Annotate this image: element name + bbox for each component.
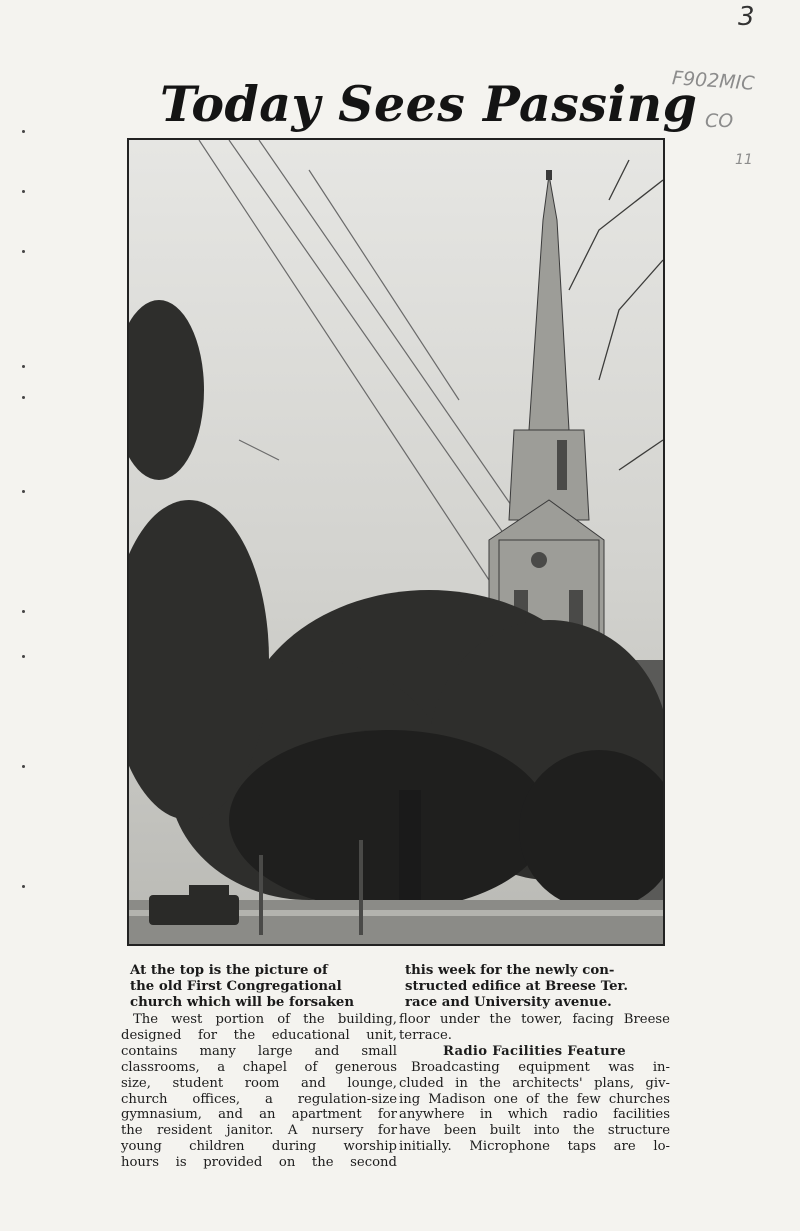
- caption-line: race and University avenue.: [405, 995, 612, 1010]
- binder-hole-mark: [22, 250, 25, 253]
- margin-note: 11: [735, 152, 753, 168]
- body-line: terrace.: [399, 1027, 452, 1043]
- church-photo: [127, 138, 665, 946]
- body-line: have been built into the structure: [399, 1123, 670, 1139]
- caption-line: structed edifice at Breese Ter.: [405, 979, 628, 994]
- body-line: cluded in the architects' plans, giv-: [399, 1075, 670, 1091]
- binder-hole-mark: [22, 130, 25, 133]
- binder-hole-mark: [22, 190, 25, 193]
- body-line: hours is provided on the second: [121, 1155, 397, 1171]
- body-line: The west portion of the building,: [133, 1012, 397, 1027]
- body-line: young children during worship: [121, 1139, 397, 1155]
- body-line: gymnasium, and an apartment for: [121, 1107, 397, 1123]
- binder-hole-mark: [22, 490, 25, 493]
- caption-line: At the top is the picture of: [130, 963, 328, 978]
- photo-caption-right: [405, 963, 650, 1011]
- body-line: contains many large and small: [121, 1043, 397, 1059]
- subheading: Radio Facilities Feature: [443, 1043, 626, 1059]
- binder-hole-mark: [22, 365, 25, 368]
- article-column-right: [399, 1012, 670, 1155]
- margin-note: CO: [705, 110, 734, 132]
- church-steeple-illustration: [129, 140, 663, 944]
- caption-line: this week for the newly con-: [405, 963, 615, 978]
- headline: Today Sees Passing: [160, 75, 698, 133]
- body-line: church offices, a regulation-size: [121, 1091, 397, 1107]
- margin-note: F902MIC: [671, 67, 756, 95]
- binder-hole-mark: [22, 765, 25, 768]
- body-line: classrooms, a chapel of generous: [121, 1059, 397, 1075]
- body-line: the resident janitor. A nursery for: [121, 1123, 397, 1139]
- article-column-left: [121, 1012, 397, 1171]
- caption-line: church which will be forsaken: [130, 995, 355, 1010]
- page-number: 3: [738, 2, 755, 32]
- body-line: anywhere in which radio facilities: [399, 1107, 670, 1123]
- body-line: size, student room and lounge,: [121, 1075, 397, 1091]
- binder-hole-mark: [22, 396, 25, 399]
- body-line: designed for the educational unit,: [121, 1027, 397, 1043]
- caption-line: the old First Congregational: [130, 979, 342, 994]
- body-line: floor under the tower, facing Breese: [399, 1012, 670, 1027]
- binder-hole-mark: [22, 610, 25, 613]
- body-line: ing Madison one of the few churches: [399, 1091, 670, 1107]
- photo-caption-left: [130, 963, 378, 1011]
- body-line: initially. Microphone taps are lo-: [399, 1139, 670, 1155]
- body-line: Broadcasting equipment was in-: [411, 1059, 670, 1075]
- binder-hole-mark: [22, 885, 25, 888]
- binder-hole-mark: [22, 655, 25, 658]
